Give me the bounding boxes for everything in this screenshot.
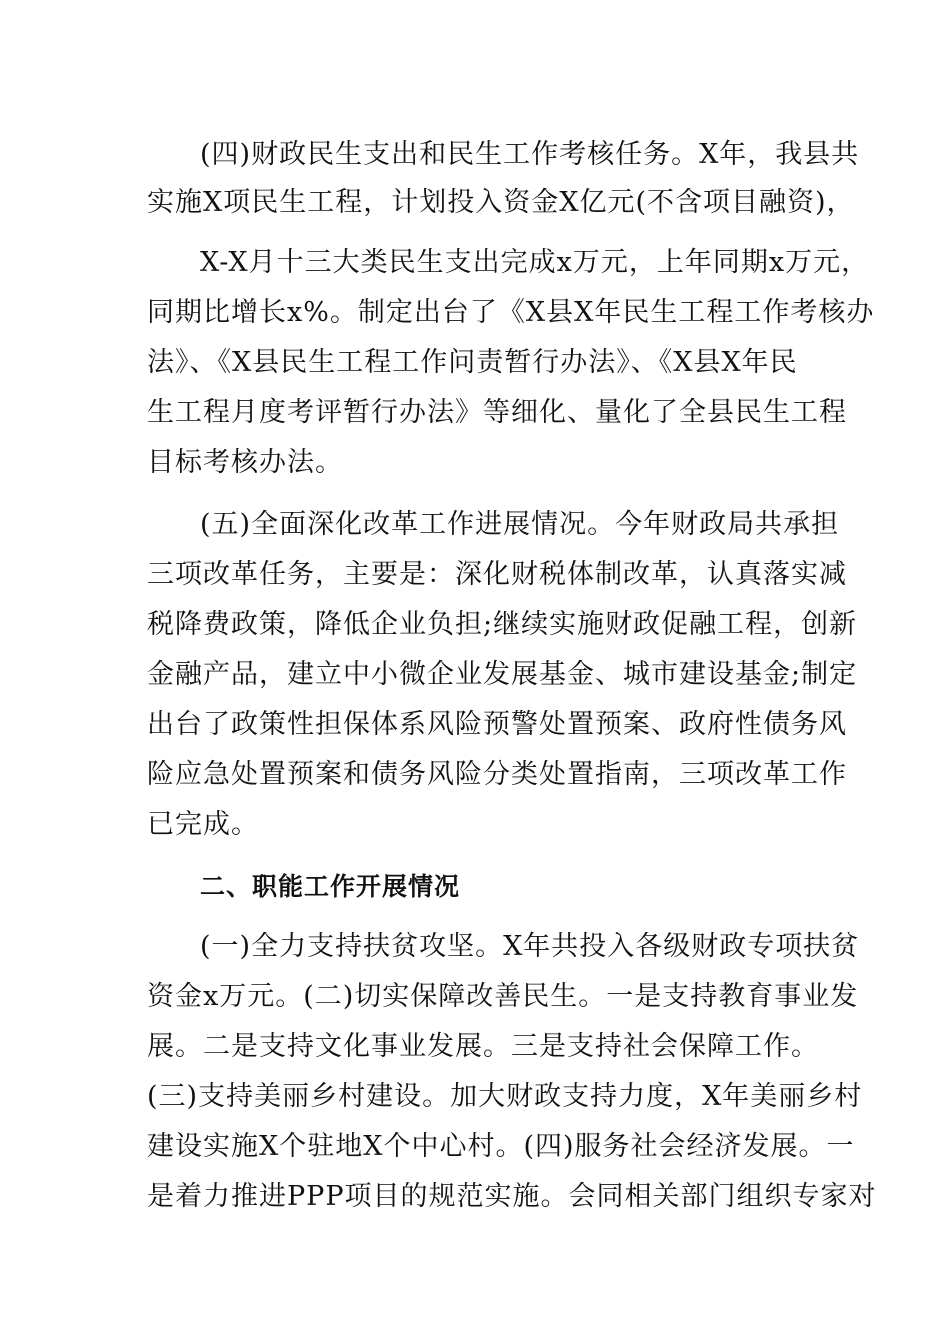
body-line-6: 生工程月度考评暂行办法》等细化、量化了全县民生工程: [147, 397, 847, 428]
body-line-19: (三)支持美丽乡村建设。加大财政支持力度，X年美丽乡村: [147, 1081, 863, 1112]
body-line-17: 资金x万元。(二)切实保障改善民生。一是支持教育事业发: [147, 981, 859, 1012]
body-line-18: 展。二是支持文化事业发展。三是支持社会保障工作。: [147, 1031, 819, 1062]
body-line-1: (四)财政民生支出和民生工作考核任务。X年，我县共: [200, 139, 860, 170]
body-line-8: (五)全面深化改革工作进展情况。今年财政局共承担: [200, 509, 840, 540]
body-line-2: 实施X项民生工程，计划投入资金X亿元(不含项目融资)，: [147, 187, 855, 218]
body-line-12: 出台了政策性担保体系风险预警处置预案、政府性债务风: [147, 709, 847, 740]
section-heading: 二、职能工作开展情况: [200, 872, 461, 901]
body-line-13: 险应急处置预案和债务风险分类处置指南，三项改革工作: [147, 759, 847, 790]
body-line-9: 三项改革任务，主要是：深化财税体制改革，认真落实减: [147, 559, 847, 590]
body-line-11: 金融产品，建立中小微企业发展基金、城市建设基金;制定: [147, 659, 858, 690]
body-line-10: 税降费政策，降低企业负担;继续实施财政促融工程，创新: [147, 609, 858, 640]
body-line-20: 建设实施X个驻地X个中心村。(四)服务社会经济发展。一: [147, 1131, 855, 1162]
body-line-14: 已完成。: [147, 809, 259, 840]
body-line-4: 同期比增长x%。制定出台了《X县X年民生工程工作考核办: [147, 297, 875, 328]
body-line-16: (一)全力支持扶贫攻坚。X年共投入各级财政专项扶贫: [200, 931, 860, 962]
body-line-21: 是着力推进PPP项目的规范实施。会同相关部门组织专家对: [147, 1181, 877, 1212]
body-line-5: 法》、《X县民生工程工作问责暂行办法》、《X县X年民: [147, 347, 798, 378]
body-line-7: 目标考核办法。: [147, 447, 343, 478]
body-line-3: X-X月十三大类民生支出完成x万元，上年同期x万元，: [200, 247, 870, 278]
